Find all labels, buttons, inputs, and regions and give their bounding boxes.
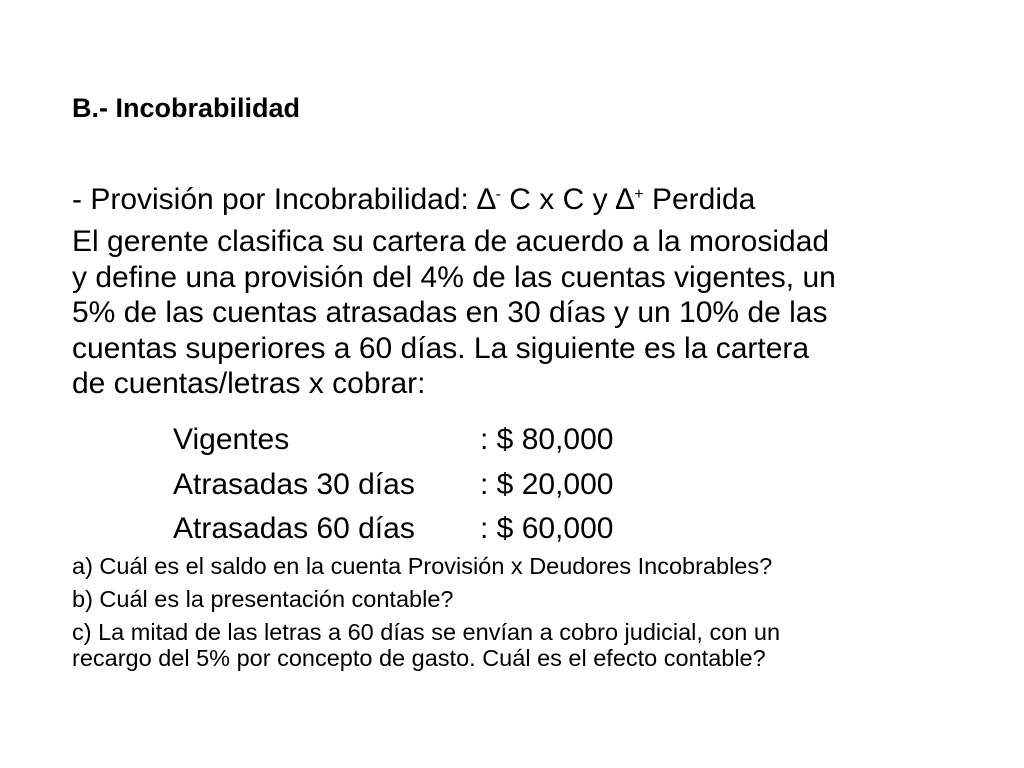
portfolio-value: : $ 80,000 [480,423,614,456]
portfolio-label: Vigentes [173,423,290,456]
question-c-line-2: recargo del 5% por concepto de gasto. Cuál es el efecto contable? [72,645,766,671]
paragraph-line: cuentas superiores a 60 días. La siguiente es la cartera [72,331,810,365]
portfolio-value: : $ 60,000 [480,512,614,545]
portfolio-row-atrasadas-60 [173,507,613,552]
portfolio-row-atrasadas-30 [173,463,613,508]
question-a-text: a) Cuál es el saldo en la cuenta Provisión x Deudores Incobrables? [72,553,773,579]
problem-statement [72,224,972,402]
portfolio-label: Atrasadas 60 días [173,512,415,545]
portfolio-label: Atrasadas 30 días [173,467,415,501]
question-c-line-1: c) La mitad de las letras a 60 días se envían a cobro judicial, con un [72,619,781,645]
portfolio-value: : $ 20,000 [480,467,614,501]
question-c [72,619,972,671]
questions-list [72,553,972,678]
paragraph-line: y define una provisión del 4% de las cuentas vigentes, un [72,260,836,294]
section-heading: B.- Incobrabilidad [72,93,301,123]
portfolio-list [173,418,613,552]
question-b [72,586,972,612]
delta-decrease: ∆ [477,183,496,216]
provision-suffix: Perdida [643,183,756,216]
paragraph-line: El gerente clasifica su cartera de acuerdo a la morosidad [72,225,830,258]
paragraph-line: 5% de las cuentas atrasadas en 30 días y un 10% de las [72,296,828,329]
provision-prefix: - Provisión por Incobrabilidad: [72,183,478,216]
delta-increase: ∆ [615,183,635,216]
provision-formula [72,182,755,223]
provision-middle: C x C y [500,183,616,216]
question-b-text: b) Cuál es la presentación contable? [72,586,454,612]
delta-increase-sign: + [634,186,644,203]
paragraph-line: de cuentas/letras x cobrar: [72,367,426,400]
delta-decrease-sign: - [495,186,501,203]
question-a [72,553,972,579]
portfolio-row-vigentes [173,418,613,463]
